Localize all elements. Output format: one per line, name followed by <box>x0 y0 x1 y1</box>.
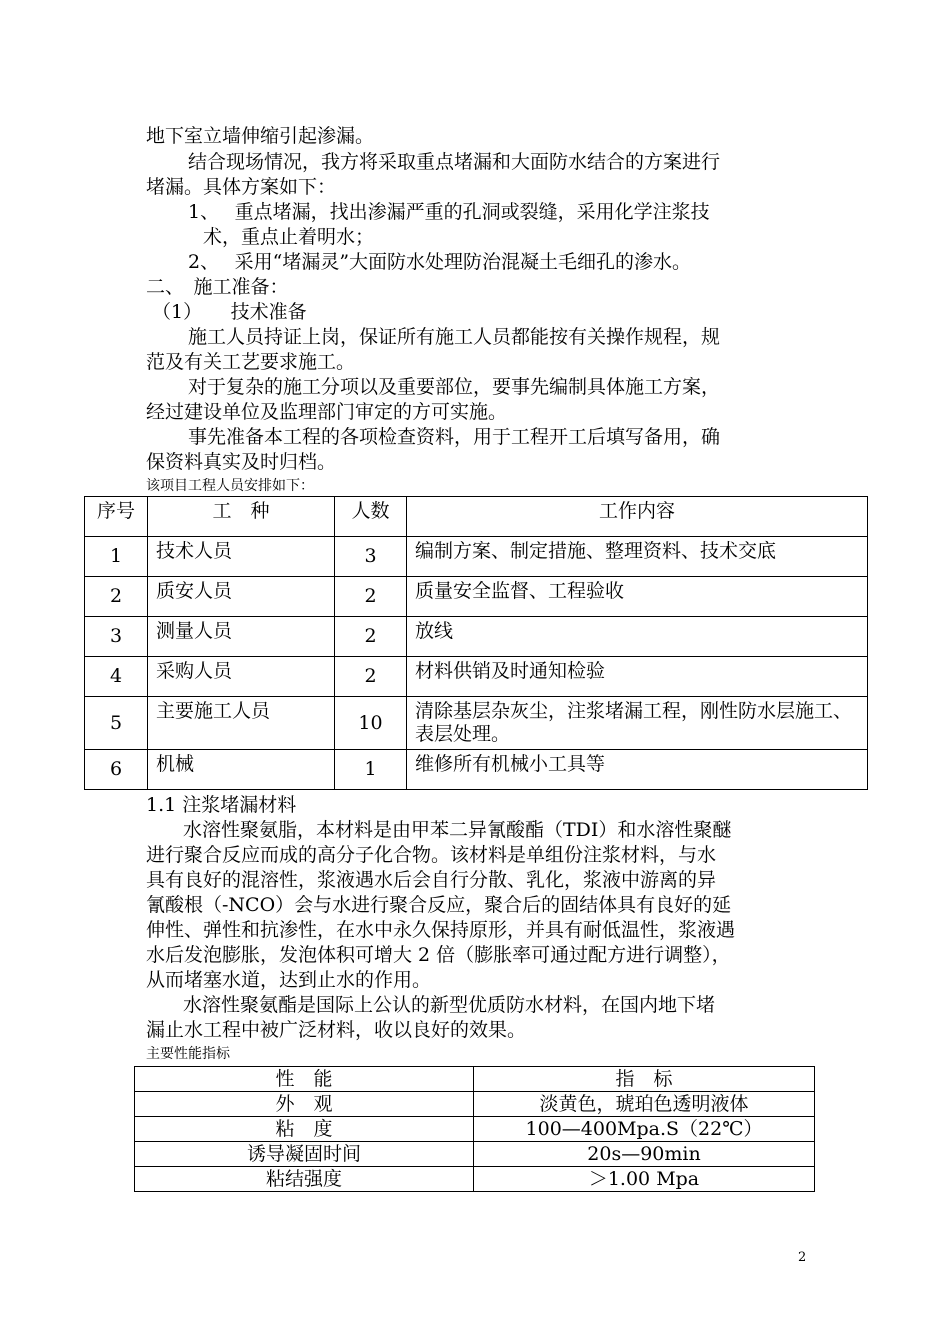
paragraph-line: 事先准备本工程的各项检查资料，用于工程开工后填写备用，确 <box>188 426 721 448</box>
cell-count: 1 <box>335 750 407 790</box>
paragraph-line: 堵漏。具体方案如下： <box>146 176 337 198</box>
table-row <box>135 1142 815 1167</box>
paragraph-line: 从而堵塞水道，达到止水的作用。 <box>146 969 432 991</box>
cell-duty: 放线 <box>407 617 868 657</box>
list-item: 1、 重点堵漏，找出渗漏严重的孔洞或裂缝，采用化学注浆技 <box>188 201 710 223</box>
header-cell: 工 种 <box>148 497 335 537</box>
paragraph-line: 地下室立墙伸缩引起渗漏。 <box>146 125 375 147</box>
paragraph-line: 漏止水工程中被广泛材料，收以良好的效果。 <box>146 1019 527 1041</box>
paragraph-line: 水溶性聚氨酯是国际上公认的新型优质防水材料，在国内地下堵 <box>183 994 716 1016</box>
subsection-heading: （1） 技术准备 <box>152 301 307 323</box>
cell-count: 2 <box>335 617 407 657</box>
cell-property: 外 观 <box>135 1092 474 1117</box>
header-cell: 指 标 <box>474 1067 815 1092</box>
table-row <box>85 577 868 617</box>
cell-property: 粘 度 <box>135 1117 474 1142</box>
header-cell: 人数 <box>335 497 407 537</box>
table-row <box>135 1167 815 1192</box>
header-cell: 序号 <box>85 497 148 537</box>
cell-role: 机械 <box>148 750 335 790</box>
cell-index: 3 <box>85 617 148 657</box>
header-cell: 性 能 <box>135 1067 474 1092</box>
cell-role: 测量人员 <box>148 617 335 657</box>
paragraph-line: 对于复杂的施工分项以及重要部位，要事先编制具体施工方案， <box>188 376 721 398</box>
list-item-continuation: 术，重点止着明水； <box>203 226 375 248</box>
cell-duty: 材料供销及时通知检验 <box>407 657 868 697</box>
paragraph-line: 伸性、弹性和抗渗性，在水中永久保持原形，并具有耐低温性，浆液遇 <box>146 919 736 941</box>
cell-duty: 维修所有机械小工具等 <box>407 750 868 790</box>
staff-table <box>84 496 868 790</box>
paragraph-line: 具有良好的混溶性，浆液遇水后会自行分散、乳化，浆液中游离的异 <box>146 869 717 891</box>
cell-property: 粘结强度 <box>135 1167 474 1192</box>
paragraph-line: 施工人员持证上岗，保证所有施工人员都能按有关操作规程，规 <box>188 326 721 348</box>
cell-role: 采购人员 <box>148 657 335 697</box>
cell-index: 1 <box>85 537 148 577</box>
table-row <box>85 537 868 577</box>
cell-count: 3 <box>335 537 407 577</box>
paragraph-line: 进行聚合反应而成的高分子化合物。该材料是单组份注浆材料，与水 <box>146 844 717 866</box>
cell-role: 技术人员 <box>148 537 335 577</box>
cell-spec: ＞1.00 Mpa <box>474 1167 815 1192</box>
paragraph-line: 经过建设单位及监理部门审定的方可实施。 <box>146 401 508 423</box>
table-row <box>135 1117 815 1142</box>
cell-property: 诱导凝固时间 <box>135 1142 474 1167</box>
cell-duty: 质量安全监督、工程验收 <box>407 577 868 617</box>
cell-role: 质安人员 <box>148 577 335 617</box>
section-heading: 二、 施工准备： <box>146 276 289 298</box>
table-row <box>85 657 868 697</box>
paragraph-line: 结合现场情况，我方将采取重点堵漏和大面防水结合的方案进行 <box>188 151 721 173</box>
list-item: 2、 采用“堵漏灵”大面防水处理防治混凝土毛细孔的渗水。 <box>188 251 692 273</box>
cell-count: 2 <box>335 577 407 617</box>
cell-spec: 100—400Mpa.S（22℃） <box>474 1117 815 1142</box>
cell-duty: 清除基层杂灰尘，注浆堵漏工程，刚性防水层施工、表层处理。 <box>407 697 868 750</box>
cell-count: 2 <box>335 657 407 697</box>
header-cell: 工作内容 <box>407 497 868 537</box>
section-heading: 1.1 注浆堵漏材料 <box>146 794 297 816</box>
cell-spec: 淡黄色，琥珀色透明液体 <box>474 1092 815 1117</box>
cell-index: 4 <box>85 657 148 697</box>
cell-index: 6 <box>85 750 148 790</box>
page-number: 2 <box>798 1250 807 1265</box>
table-row <box>135 1092 815 1117</box>
cell-index: 5 <box>85 697 148 750</box>
cell-duty: 编制方案、制定措施、整理资料、技术交底 <box>407 537 868 577</box>
paragraph-line: 水后发泡膨胀，发泡体积可增大 2 倍（膨胀率可通过配方进行调整）， <box>146 944 731 966</box>
cell-count: 10 <box>335 697 407 750</box>
paragraph-line: 氰酸根（-NCO）会与水进行聚合反应，聚合后的固结体具有良好的延 <box>146 894 732 916</box>
table-caption: 主要性能指标 <box>146 1046 230 1062</box>
paragraph-line: 范及有关工艺要求施工。 <box>146 351 356 373</box>
cell-index: 2 <box>85 577 148 617</box>
paragraph-line: 保资料真实及时归档。 <box>146 451 337 473</box>
table-header-row <box>85 497 868 537</box>
cell-role: 主要施工人员 <box>148 697 335 750</box>
table-row <box>85 750 868 790</box>
paragraph-line: 水溶性聚氨脂，本材料是由甲苯二异氰酸酯（TDI）和水溶性聚醚 <box>183 819 732 841</box>
performance-table <box>134 1066 815 1192</box>
table-row <box>85 617 868 657</box>
table-caption: 该项目工程人员安排如下： <box>146 478 314 494</box>
table-header-row <box>135 1067 815 1092</box>
cell-spec: 20s—90min <box>474 1142 815 1167</box>
table-row <box>85 697 868 750</box>
